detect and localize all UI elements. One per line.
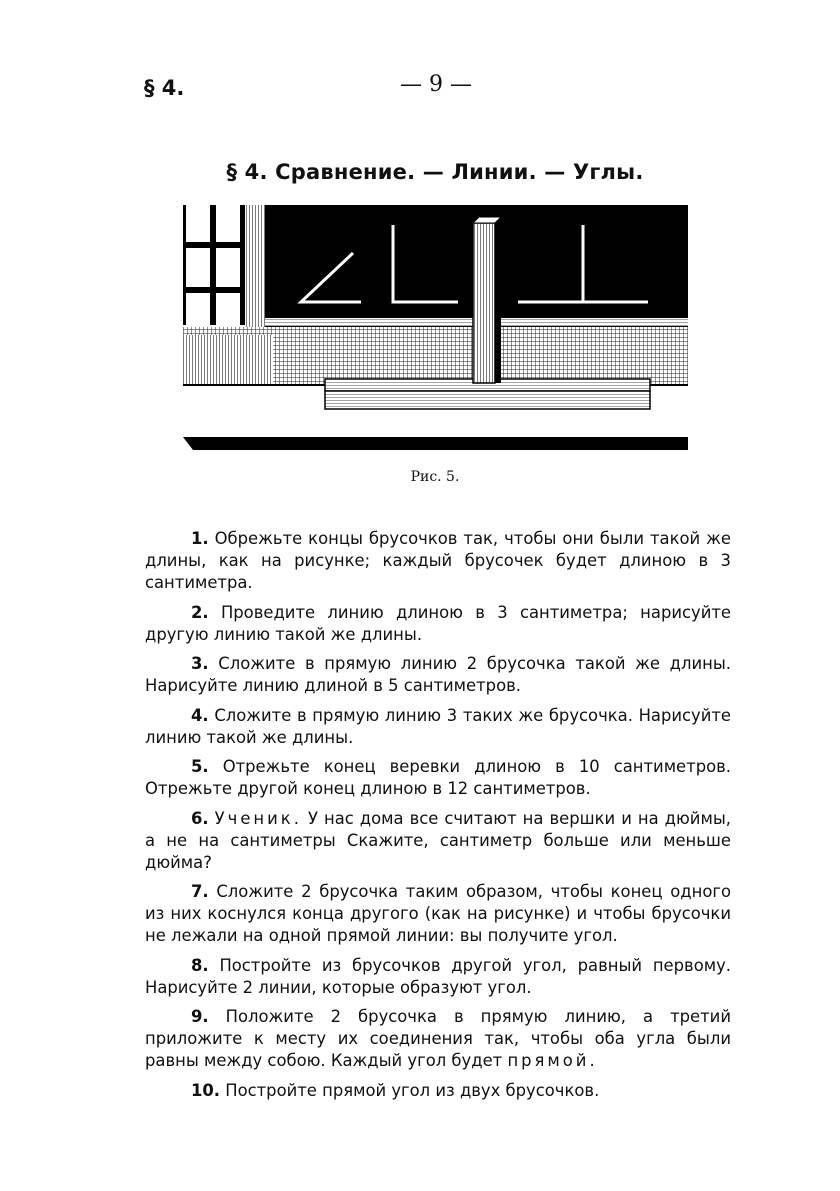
exercise-text: Сложите в прямую линию 3 таких же брусочка. Нарисуйте линию такой же длины. — [145, 705, 731, 747]
exercise-number: 6. — [191, 808, 209, 828]
page-number: — 9 — — [400, 72, 472, 97]
list-item — [145, 705, 731, 749]
exercise-text: Обрежьте концы брусочков так, чтобы они были такой же длины, как на рисунке; каждый брусочек будет длиною в 3 сантиметра. — [145, 529, 731, 592]
list-item — [145, 602, 731, 646]
speaker-label: Ученик. — [214, 808, 302, 828]
exercise-number: 9. — [191, 1007, 209, 1026]
chapter-title: § 4. Сравнение. — Линии. — Углы. — [226, 160, 644, 184]
list-item — [145, 653, 731, 697]
figure-caption: Рис. 5. — [410, 469, 460, 485]
exercise-text: Проведите линию длиною в 3 сантиметра; нарисуйте другую линию такой же длины. — [145, 602, 731, 644]
exercise-text: У нас дома все считают на вершки и на дюймы, а не на сантиметры Скажите, сантиметр больше или меньше дюйма? — [145, 808, 731, 872]
exercise-number: 3. — [191, 654, 209, 673]
exercise-number: 4. — [191, 705, 209, 725]
list-item — [145, 881, 731, 947]
exercise-text: Постройте из брусочков другой угол, равный первому. Нарисуйте 2 линии, которые образуют угол. — [145, 955, 732, 997]
exercise-text: Сложите в прямую линию 2 брусочка такой же длины. Нарисуйте линию длиной в 5 сантиметров. — [145, 654, 731, 695]
list-item — [145, 1006, 731, 1072]
exercise-list — [145, 528, 731, 1109]
exercise-text: Сложите 2 брусочка таким образом, чтобы конец одного из них коснулся конца другого (как на рисунке) и чтобы брусочки не лежали на одной прямой линии: вы получите угол. — [145, 882, 731, 945]
list-item — [145, 528, 731, 594]
figure-illustration — [183, 205, 688, 450]
exercise-text: Отрежьте конец веревки длиною в 10 сантиметров. Отрежьте другой конец длиною в 12 сантиметров. — [145, 757, 731, 798]
emphasis-text: прямой. — [507, 1051, 598, 1070]
section-mark: § 4. — [144, 76, 185, 100]
exercise-text: Положите 2 брусочка в прямую линию, а третий приложите к месту их соединения так, чтобы оба угла были равны между собою. Каждый угол будет — [145, 1007, 731, 1070]
exercise-number: 10. — [191, 1080, 221, 1100]
list-item — [145, 1080, 731, 1102]
list-item — [145, 756, 731, 800]
exercise-number: 1. — [191, 529, 209, 548]
exercise-number: 7. — [191, 882, 209, 901]
blackboard-drawing — [183, 205, 688, 450]
list-item — [145, 808, 731, 874]
exercise-number: 8. — [191, 955, 209, 975]
exercise-number: 2. — [191, 602, 209, 622]
exercise-number: 5. — [191, 757, 209, 776]
list-item — [145, 955, 731, 999]
exercise-text: Постройте прямой угол из двух брусочков. — [225, 1080, 600, 1100]
